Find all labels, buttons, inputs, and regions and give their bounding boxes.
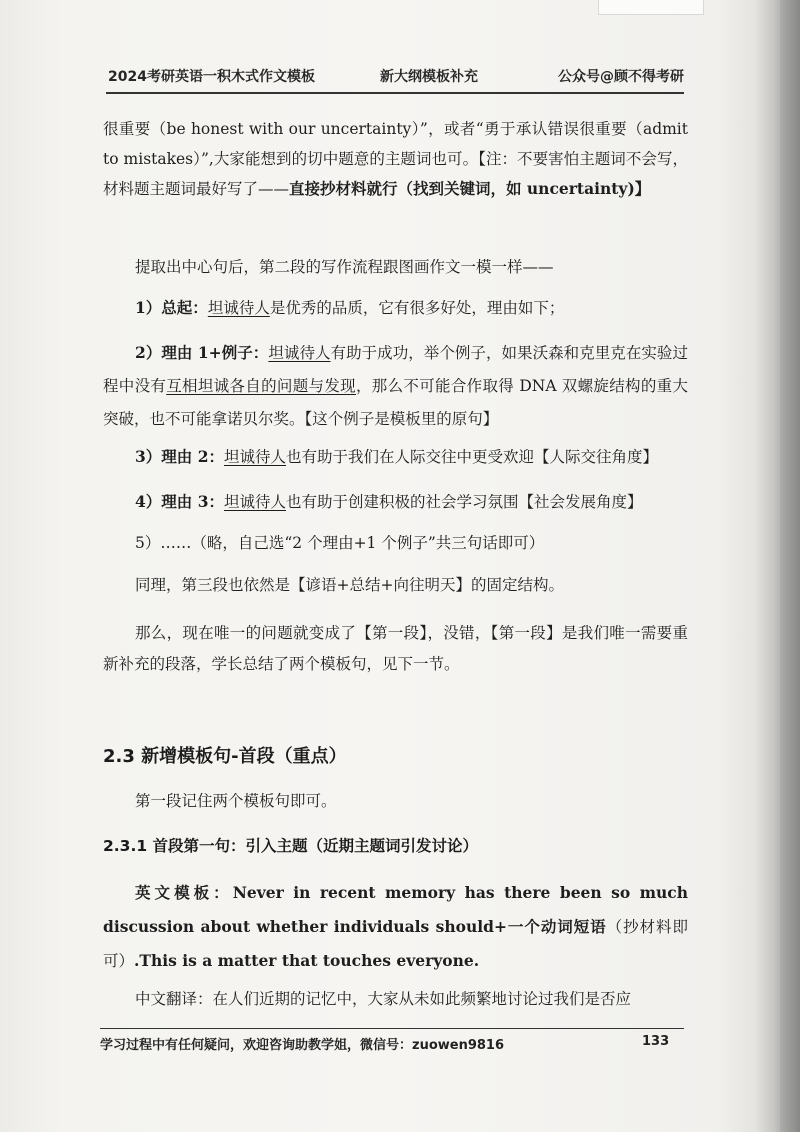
chinese-translation-text: 在人们近期的记忆中，大家从未如此频繁地讨论过我们是否应: [212, 990, 632, 1008]
step-3: [103, 443, 688, 471]
intro-paragraph: [103, 114, 688, 204]
english-template-placeholder: 一个动词短语: [506, 917, 607, 936]
step-1-label: 总起：: [161, 298, 208, 317]
step-1-topic: 坦诚待人: [207, 299, 270, 317]
step-1-number: 1）: [135, 298, 162, 317]
step-2-number: 2）: [135, 343, 162, 362]
step-2-topic-2: 互相坦诚各自的问题与发现: [166, 377, 356, 395]
section-heading: 2.3 新增模板句-首段（重点）: [103, 746, 347, 767]
step-2: [103, 336, 688, 436]
header-subtitle: 新大纲模板补充: [380, 69, 478, 85]
step-4: [103, 488, 688, 516]
intro-bold-text: 直接抄材料就行（找到关键词，如 uncertainty)】: [289, 179, 651, 198]
header-rule: [106, 92, 684, 94]
chinese-translation-label: 中文翻译：: [135, 990, 213, 1008]
english-template-text-b: .This is a matter that touches everyone.: [134, 951, 480, 970]
step-4-text: 也有助于创建积极的社会学习氛围【社会发展角度】: [286, 493, 643, 511]
step-1: [103, 294, 688, 322]
step-1-text: 是优秀的品质，它有很多好处，理由如下；: [269, 299, 565, 317]
step-3-number: 3）: [135, 447, 162, 466]
step-5: 5）……（略，自己选“2 个理由+1 个例子”共三句话即可）: [135, 534, 545, 552]
closing-paragraph-2: 那么，现在唯一的问题就变成了【第一段】，没错，【第一段】是我们唯一需要重新补充的段落，学长总结了两个模板句，见下一节。: [103, 624, 688, 673]
closing-paragraph-1: 同理，第三段也依然是【谚语+总结+向往明天】的固定结构。: [135, 576, 564, 594]
page-number: 133: [642, 1034, 670, 1049]
top-tab: [598, 0, 704, 15]
page-edge-shadow: [755, 0, 800, 1132]
step-3-text: 也有助于我们在人际交往中更受欢迎【人际交往角度】: [286, 448, 659, 466]
section-intro: 第一段记住两个模板句即可。: [135, 792, 337, 810]
step-4-topic: 坦诚待人: [223, 493, 286, 511]
english-template-text-a: Never in recent memory has there been so much discussion about whether individuals should+: [103, 883, 688, 936]
step-2-label: 理由 1+例子：: [161, 343, 269, 362]
chinese-translation: [103, 986, 688, 1013]
step-2-topic: 坦诚待人: [268, 344, 331, 362]
step-3-label: 理由 2：: [161, 447, 224, 466]
footer-rule: [100, 1028, 684, 1029]
flow-intro: 提取出中心句后，第二段的写作流程跟图画作文一模一样——: [135, 258, 554, 276]
intro-text: 很重要（be honest with our uncertainty）”，或者“勇于承认错误很重要（admit to mistakes）”,大家能想到的切中题意的主题词也可。【注：不要害怕主题词不会写，材料题主题词最好写了——: [103, 120, 688, 198]
footer-text: 学习过程中有任何疑问，欢迎咨询助教学姐，微信号：zuowen9816: [100, 1038, 505, 1053]
step-2-text-b: ，那么不可能合作取得 DNA 双螺旋结构的重大突破，也不可能拿诺贝尔奖。【这个例子是模板里的原句】: [103, 377, 688, 428]
step-3-topic: 坦诚待人: [223, 448, 286, 466]
header-title: 2024考研英语一积木式作文模板: [108, 69, 315, 85]
english-template-label: 英文模板：: [135, 883, 233, 902]
english-template-note: （抄材料即可）: [103, 918, 688, 970]
step-4-number: 4）: [135, 492, 162, 511]
page-header: [108, 66, 684, 88]
step-2-text-a: 有助于成功，举个例子，如果沃森和克里克在实验过程中没有: [103, 344, 688, 395]
subsection-heading: 2.3.1 首段第一句：引入主题（近期主题词引发讨论）: [103, 837, 479, 855]
english-template: [103, 876, 688, 978]
header-account: 公众号@顾不得考研: [558, 69, 684, 85]
step-4-label: 理由 3：: [161, 492, 224, 511]
